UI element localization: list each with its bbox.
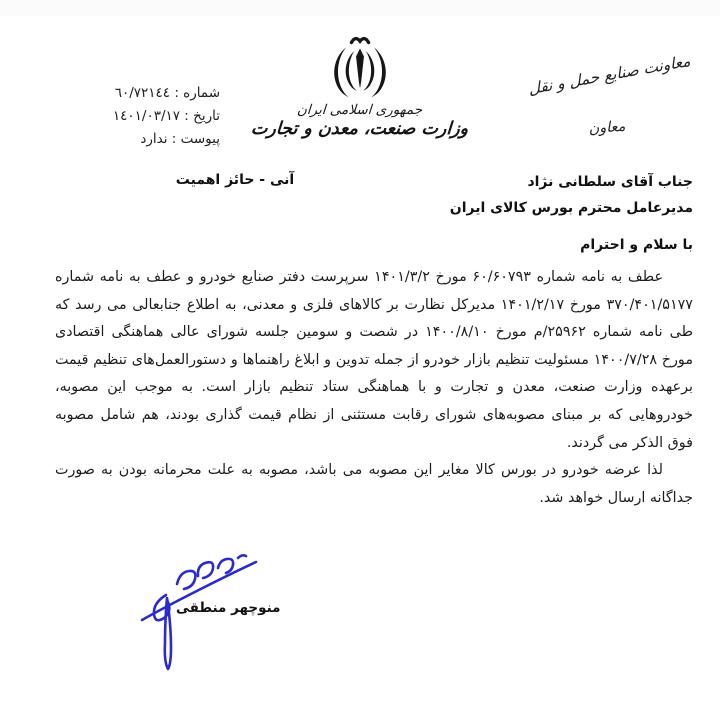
page-top-band: [0, 0, 720, 16]
recipient-title: مدیرعامل محترم بورس کالای ایران: [449, 200, 693, 216]
ministry-title: وزارت صنعت، معدن و تجارت: [250, 119, 470, 139]
letter-date-line: تاریخ : ١٤٠١/٠٣/١٧: [112, 108, 220, 124]
priority-label: آنی - حائز اهمیت: [175, 172, 295, 188]
letter-attachment-line: پیوست : ندارد: [140, 131, 220, 147]
signatory-name: منوچهر منطقی: [176, 600, 281, 616]
letter-number-line: شماره : ٦٠/٧٢١٤٤: [114, 85, 220, 101]
iran-coat-of-arms-icon: [318, 34, 402, 100]
transport-industries-deputy-title: معاونت صنایع حمل و نقل: [527, 51, 692, 99]
deputy-title: معاون: [588, 118, 626, 138]
republic-title: جمهوری اسلامی ایران: [296, 102, 424, 118]
salutation: با سلام و احترام: [580, 237, 693, 253]
letter-body: [55, 264, 693, 512]
body-paragraph-1: عطف به نامه شماره ۶۰/۶۰۷۹۳ مورخ ۱۴۰۱/۳/۲ سرپرست دفتر صنایع خودرو و عطف به نامه شماره ۳۷۰/۴۰۱/۵۱۷۷ مورخ ۱۴۰۱/۲/۱۷ مدیرکل نظارت بر کالاهای فلزی و معدنی، به اطلاع جنابعالی می رسد که طی نامه شماره ۲۵۹۶۲/م مورخ ۱۴۰۰/۸/۱۰ در شصت و سومین جلسه شورای عالی هماهنگی اقتصادی مورخ ۱۴۰۰/۷/۲۸ مسئولیت تنظیم بازار خودرو از جمله تدوین و ابلاغ راهنماها و دستورالعمل‌های تنظیم قیمت برعهده وزارت صنعت، معدن و تجارت و با هماهنگی ستاد تنظیم بازار است. به موجب این مصوبه، خودروهایی که بر مبنای مصوبه‌های شورای رقابت مستثنی از نظام قیمت گذاری بودند، هم شامل مصوبه فوق الذکر می گردند.: [55, 269, 693, 451]
recipient-block: [450, 169, 693, 221]
recipient-name: جناب آقای سلطانی نژاد: [527, 174, 693, 190]
body-paragraph-2: لذا عرضه خودرو در بورس کالا مغایر این مصوبه می باشد، مصوبه به علت محرمانه بودن به صورت جداگانه ارسال خواهد شد.: [55, 462, 693, 506]
